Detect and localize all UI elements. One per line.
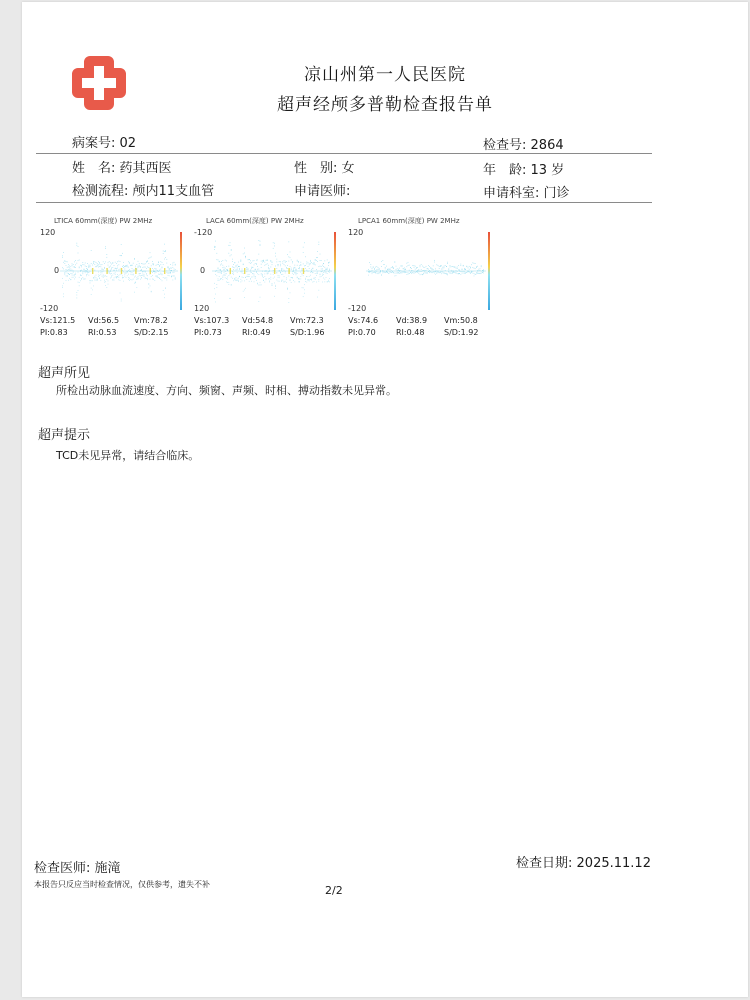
measure-vm: Vm:72.3	[290, 316, 324, 325]
measure-vs: Vs:74.6	[348, 316, 379, 325]
patient-age: 年 龄: 13 岁	[483, 163, 565, 178]
doppler-spectrum-laca	[212, 230, 338, 312]
spectrum-label: LTICA 60mm(深度) PW 2MHz	[54, 217, 153, 225]
measure-vs: Vs:121.5	[40, 316, 76, 325]
conclusion-heading: 超声提示	[38, 428, 91, 443]
measure-sd: S/D:2.15	[134, 328, 169, 337]
divider-top	[36, 153, 652, 154]
measure-sd: S/D:1.92	[444, 328, 479, 337]
tick-top: 120	[348, 228, 364, 237]
disclaimer: 本报告只反应当时检查情况，仅供参考，遗失不补	[34, 880, 210, 889]
measure-ri: RI:0.48	[396, 328, 425, 337]
exam-number: 检查号: 2864	[483, 138, 564, 153]
measure-vm: Vm:78.2	[134, 316, 168, 325]
spectrum-label: LPCA1 60mm(深度) PW 2MHz	[358, 217, 460, 225]
tick-top: 120	[40, 228, 56, 237]
spectrum-ltica	[36, 216, 186, 312]
page-number: 2/2	[325, 884, 343, 897]
spectrum-label: LACA 60mm(深度) PW 2MHz	[206, 217, 304, 225]
requesting-doctor: 申请医师:	[294, 184, 351, 199]
exam-date: 检查日期: 2025.11.12	[516, 856, 651, 871]
measure-pi: PI:0.70	[348, 328, 376, 337]
measure-ri: RI:0.53	[88, 328, 117, 337]
tick-zero: 0	[200, 266, 206, 275]
findings-text: 所检出动脉血流速度、方向、频窗、声频、时相、搏动指数未见异常。	[56, 384, 397, 397]
measure-ri: RI:0.49	[242, 328, 271, 337]
divider-bottom	[36, 202, 652, 203]
patient-sex: 性 别: 女	[294, 161, 355, 176]
measure-vd: Vd:54.8	[242, 316, 274, 325]
tick-top: -120	[194, 228, 213, 237]
report-page	[22, 2, 748, 997]
exam-doctor: 检查医师: 施滝	[34, 861, 121, 876]
requesting-department: 申请科室: 门诊	[483, 186, 570, 201]
doppler-spectrum-ltica	[60, 230, 184, 312]
measure-pi: PI:0.83	[40, 328, 68, 337]
spectrum-laca	[192, 216, 342, 312]
tick-bottom: 120	[194, 304, 210, 313]
case-number: 病案号: 02	[72, 136, 137, 151]
measure-pi: PI:0.73	[194, 328, 222, 337]
conclusion-text: TCD未见异常，请结合临床。	[56, 449, 200, 462]
tick-bottom: -120	[40, 304, 59, 313]
report-title: 超声经颅多普勒检查报告单	[277, 95, 493, 115]
exam-process: 检测流程: 颅内11支血管	[72, 184, 215, 199]
measure-sd: S/D:1.96	[290, 328, 325, 337]
measure-vd: Vd:56.5	[88, 316, 120, 325]
tick-zero: 0	[54, 266, 60, 275]
patient-name: 姓 名: 药其西医	[72, 161, 172, 176]
tick-bottom: -120	[348, 304, 367, 313]
measure-vd: Vd:38.9	[396, 316, 428, 325]
doppler-spectrum-lpca1	[366, 230, 492, 312]
hospital-name: 凉山州第一人民医院	[304, 65, 466, 85]
measure-vm: Vm:50.8	[444, 316, 478, 325]
spectrum-lpca1	[348, 216, 498, 312]
findings-heading: 超声所见	[38, 366, 91, 381]
measure-vs: Vs:107.3	[194, 316, 230, 325]
